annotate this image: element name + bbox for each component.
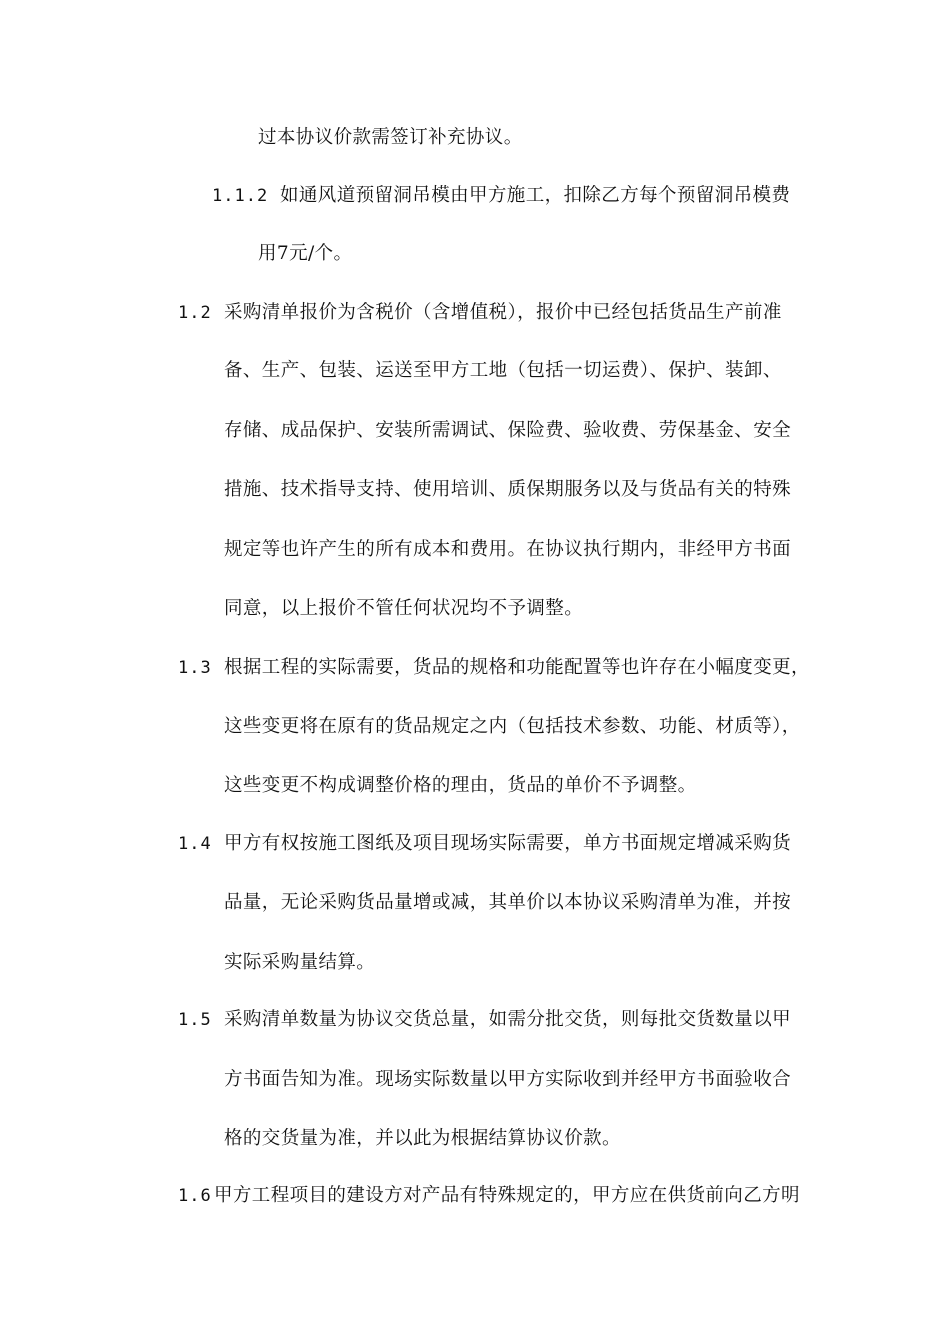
clause-1-6-number: 1.6: [178, 1186, 212, 1206]
clause-1-2-line: 备、生产、包装、运送至甲方工地（包括一切运费）、保护、装卸、: [224, 360, 782, 381]
clause-1-3-line: 这些变更不构成调整价格的理由，货品的单价不予调整。: [224, 775, 697, 796]
clause-1-3-line: 这些变更将在原有的货品规定之内（包括技术参数、功能、材质等），: [224, 716, 801, 737]
clause-1-2-line: 同意，以上报价不管任何状况均不予调整。: [224, 598, 584, 619]
clause-1-1-2-line: 用7元/个。: [258, 243, 353, 264]
clause-1-3-number: 1.3: [178, 658, 212, 678]
clause-1-2-line: 采购清单报价为含税价（含增值税），报价中已经包括货品生产前准: [224, 302, 782, 323]
clause-1-2-line: 规定等也许产生的所有成本和费用。在协议执行期内，非经甲方书面: [224, 539, 792, 560]
clause-1-5-line: 格的交货量为准，并以此为根据结算协议价款。: [224, 1128, 621, 1149]
clause-1-2-line: 措施、技术指导支持、使用培训、质保期服务以及与货品有关的特殊: [224, 479, 792, 500]
clause-1-1-2-line: 如通风道预留洞吊模由甲方施工，扣除乙方每个预留洞吊模费: [280, 185, 791, 206]
clause-1-2-line: 存储、成品保护、安装所需调试、保险费、验收费、劳保基金、安全: [224, 420, 792, 441]
clause-1-6-line: 甲方工程项目的建设方对产品有特殊规定的，甲方应在供货前向乙方明: [214, 1185, 800, 1206]
clause-1-2-number: 1.2: [178, 303, 212, 323]
clause-1-4-line: 实际采购量结算。: [224, 952, 376, 973]
clause-1-4-line: 品量，无论采购货品量增或减，其单价以本协议采购清单为准，并按: [224, 892, 792, 913]
clause-1-4-number: 1.4: [178, 834, 212, 854]
clause-1-3-line: 根据工程的实际需要，货品的规格和功能配置等也许存在小幅度变更，: [224, 657, 810, 678]
clause-1-1-2-number: 1.1.2: [212, 186, 269, 206]
clause-1-5-line: 方书面告知为准。现场实际数量以甲方实际收到并经甲方书面验收合: [224, 1069, 792, 1090]
continuation-text: 过本协议价款需签订补充协议。: [258, 127, 523, 148]
clause-1-5-number: 1.5: [178, 1010, 212, 1030]
clause-1-5-line: 采购清单数量为协议交货总量，如需分批交货，则每批交货数量以甲: [224, 1009, 792, 1030]
clause-1-4-line: 甲方有权按施工图纸及项目现场实际需要，单方书面规定增减采购货: [224, 833, 792, 854]
